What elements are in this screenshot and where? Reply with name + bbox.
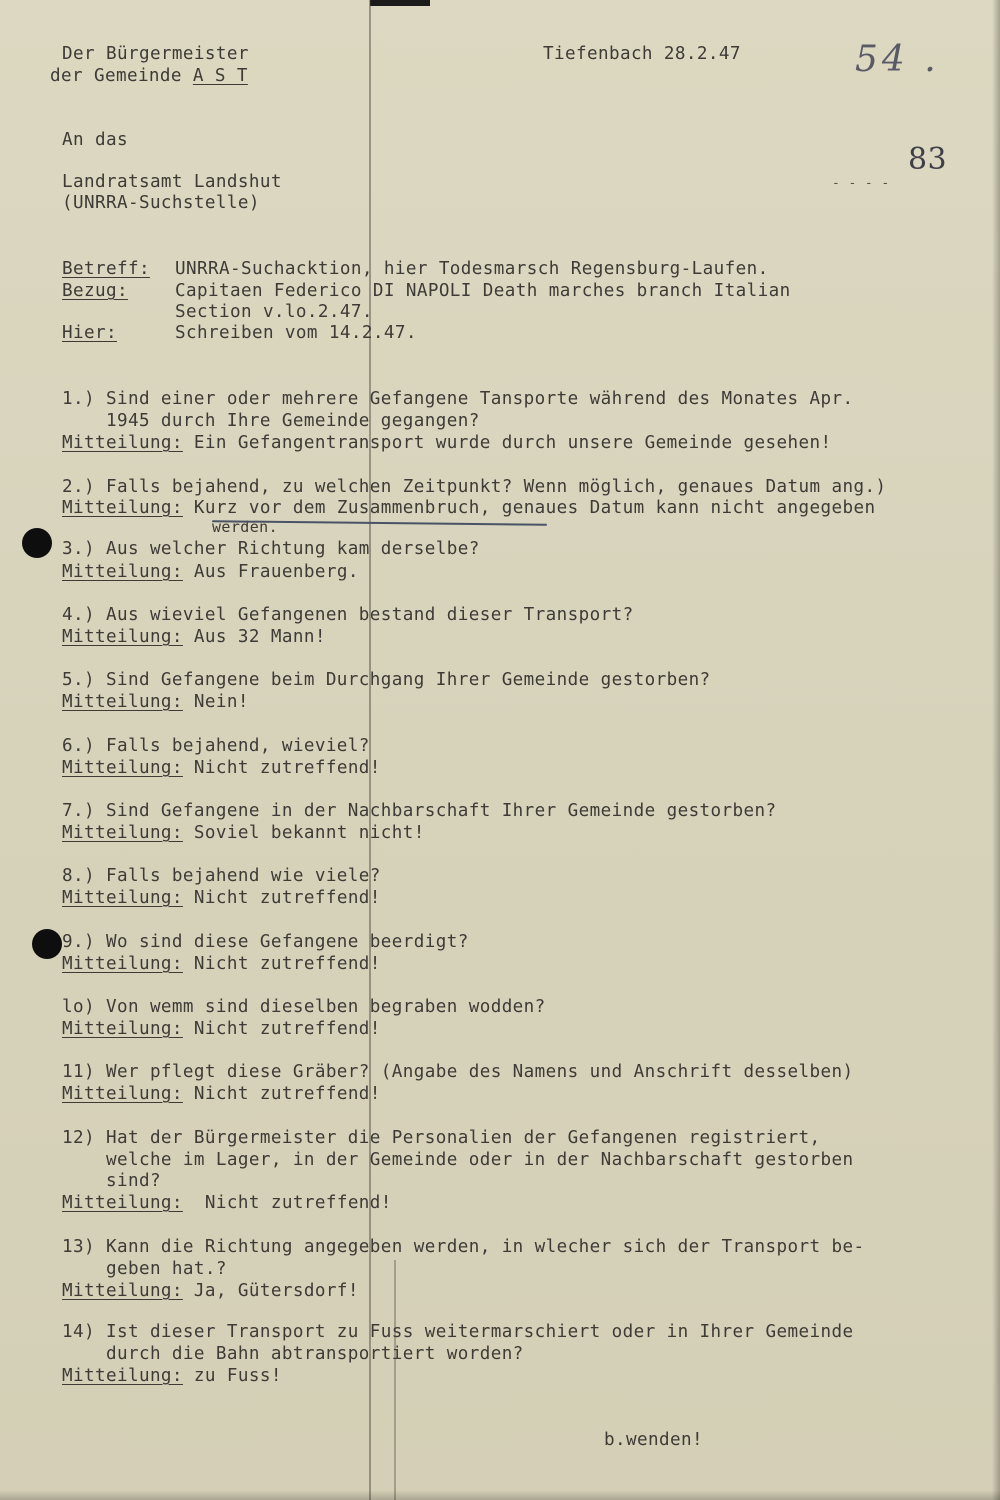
answer-12-text: Nicht zutreffend!: [193, 1193, 392, 1213]
question-11: 11) Wer pflegt diese Gräber? (Angabe des Namens und Anschrift desselben): [62, 1062, 854, 1082]
question-8: 8.) Falls bejahend wie viele?: [62, 866, 381, 886]
answer-label: Mitteilung:: [62, 692, 183, 712]
answer-9-text: Nicht zutreffend!: [193, 954, 381, 974]
answer-6-text: Nicht zutreffend!: [193, 758, 381, 778]
answer-12: [62, 1193, 392, 1214]
answer-3: [62, 562, 359, 583]
answer-1-text: Ein Gefangentransport wurde durch unsere Gemeinde gesehen!: [193, 433, 832, 453]
question-10: lo) Von wemm sind dieselben begraben wodden?: [62, 997, 546, 1017]
recipient-line-1: An das: [62, 130, 128, 150]
sender-line-1: Der Bürgermeister: [62, 44, 249, 64]
question-1-line-2: 1945 durch Ihre Gemeinde gegangen?: [62, 411, 480, 431]
answer-6: [62, 758, 381, 779]
question-12-line-1: 12) Hat der Bürgermeister die Personalien der Gefangenen registriert,: [62, 1128, 821, 1148]
answer-10: [62, 1019, 381, 1040]
question-6: 6.) Falls bejahend, wieviel?: [62, 736, 370, 756]
bezug-label: Bezug:: [62, 281, 128, 301]
page-edge-shadow: [992, 0, 1000, 1500]
hier-text: Schreiben vom 14.2.47.: [175, 323, 417, 343]
answer-label: Mitteilung:: [62, 1366, 183, 1386]
question-5: 5.) Sind Gefangene beim Durchgang Ihrer Gemeinde gestorben?: [62, 670, 711, 690]
sender-line-2: [50, 66, 248, 87]
question-9: 9.) Wo sind diese Gefangene beerdigt?: [62, 932, 469, 952]
answer-2-text: Kurz vor dem Zusammenbruch, genaues Datum kann nicht angegeben: [193, 498, 876, 518]
bezug-text-line-2: Section v.lo.2.47.: [175, 302, 373, 322]
answer-5-text: Nein!: [193, 692, 249, 712]
bezug-text-line-1: Capitaen Federico DI NAPOLI Death marches branch Italian: [175, 281, 791, 301]
answer-14: [62, 1366, 282, 1387]
answer-11-text: Nicht zutreffend!: [193, 1084, 381, 1104]
sender-line-2-prefix: der Gemeinde: [50, 66, 193, 86]
question-12-line-2: welche im Lager, in der Gemeinde oder in der Nachbarschaft gestorben: [62, 1150, 854, 1170]
answer-13: [62, 1281, 359, 1302]
answer-label: Mitteilung:: [62, 1019, 183, 1039]
answer-label: Mitteilung:: [62, 498, 183, 518]
punch-hole-top: [22, 528, 52, 558]
answer-7: [62, 823, 425, 844]
answer-label: Mitteilung:: [62, 433, 183, 453]
question-14-line-2: durch die Bahn abtransportiert worden?: [62, 1344, 524, 1364]
answer-label: Mitteilung:: [62, 888, 183, 908]
answer-label: Mitteilung:: [62, 823, 183, 843]
answer-5: [62, 692, 249, 713]
answer-label: Mitteilung:: [62, 758, 183, 778]
fold-line-secondary: [394, 1260, 396, 1500]
question-13-line-2: geben hat.?: [62, 1259, 227, 1279]
answer-label: Mitteilung:: [62, 1084, 183, 1104]
answer-4-text: Aus 32 Mann!: [193, 627, 326, 647]
turn-over-note: b.wenden!: [604, 1430, 703, 1450]
handwritten-page-number: 54 .: [855, 39, 940, 80]
answer-7-text: Soviel bekannt nicht!: [193, 823, 425, 843]
answer-11: [62, 1084, 381, 1105]
answer-8-text: Nicht zutreffend!: [193, 888, 381, 908]
answer-9: [62, 954, 381, 975]
stamped-number: 83: [908, 142, 947, 177]
answer-4: [62, 627, 326, 648]
answer-3-text: Aus Frauenberg.: [193, 562, 359, 582]
betreff-text: UNRRA-Suchacktion, hier Todesmarsch Regensburg-Laufen.: [175, 259, 769, 279]
answer-label: Mitteilung:: [62, 1193, 183, 1213]
question-3: 3.) Aus welcher Richtung kam derselbe?: [62, 539, 480, 559]
answer-2-continuation: werden.: [212, 518, 279, 536]
question-13-line-1: 13) Kann die Richtung angegeben werden, in wlecher sich der Transport be-: [62, 1237, 865, 1257]
answer-8: [62, 888, 381, 909]
answer-13-text: Ja, Gütersdorf!: [193, 1281, 359, 1301]
question-7: 7.) Sind Gefangene in der Nachbarschaft Ihrer Gemeinde gestorben?: [62, 801, 777, 821]
answer-label: Mitteilung:: [62, 954, 183, 974]
answer-label: Mitteilung:: [62, 562, 183, 582]
dash-marks: - - - -: [832, 176, 890, 191]
betreff-label: Betreff:: [62, 259, 150, 279]
answer-1: [62, 433, 831, 454]
recipient-line-2: Landratsamt Landshut: [62, 172, 282, 192]
place-date: Tiefenbach 28.2.47: [543, 44, 741, 64]
question-4: 4.) Aus wieviel Gefangenen bestand dieser Transport?: [62, 605, 634, 625]
recipient-line-3: (UNRRA-Suchstelle): [62, 193, 260, 213]
page-bottom-shadow: [0, 1490, 1000, 1500]
answer-10-text: Nicht zutreffend!: [193, 1019, 381, 1039]
sender-place: A S T: [192, 66, 248, 86]
question-14-line-1: 14) Ist dieser Transport zu Fuss weitermarschiert oder in Ihrer Gemeinde: [62, 1322, 854, 1342]
punch-hole-bottom: [32, 929, 62, 959]
question-2: 2.) Falls bejahend, zu welchen Zeitpunkt? Wenn möglich, genaues Datum ang.): [62, 477, 887, 497]
answer-label: Mitteilung:: [62, 1281, 183, 1301]
question-1-line-1: 1.) Sind einer oder mehrere Gefangene Tansporte während des Monates Apr.: [62, 389, 854, 409]
top-edge-mark: [370, 0, 430, 6]
answer-label: Mitteilung:: [62, 627, 183, 647]
hier-label: Hier:: [62, 323, 117, 343]
answer-14-text: zu Fuss!: [193, 1366, 282, 1386]
question-12-line-3: sind?: [62, 1171, 161, 1191]
answer-2: [62, 498, 875, 519]
